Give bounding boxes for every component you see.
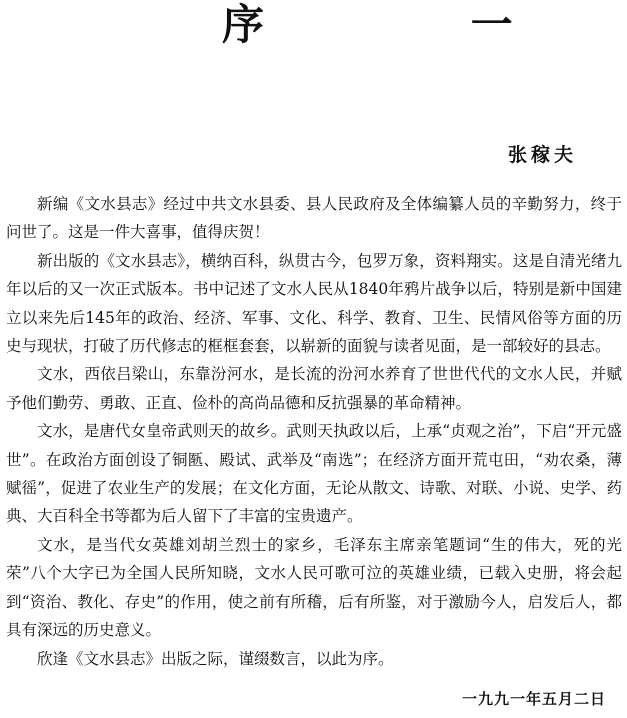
paragraph-5: 文水，是当代女英雄刘胡兰烈士的家乡，毛泽东主席亲笔题词“生的伟大，死的光荣”八个大字已为全国人民所知晓，文水人民可歌可泣的英雄业绩，已载入史册，将会起到“资治、教化、存史”的作用，使之前有所稽，后有所鉴，对于激励今人，启发后人，都具有深远的历史意义。 bbox=[6, 535, 622, 640]
signing-date: 一九九一年五月二日 bbox=[462, 690, 607, 708]
paragraph-2: 新出版的《文水县志》，横纳百科，纵贯古今，包罗万象，资料翔实。这是自清光绪九年以后的又一次正式版本。书中记述了文水人民从1840年鸦片战争以后，特别是新中国建立以来先后145年的政治、经济、军事、文化、科学、教育、卫生、民情风俗等方面的历史与现状，打破了历代修志的框框套套，以崭新的面貌与读者见面，是一部较好的县志。 bbox=[6, 251, 622, 356]
paragraph-3: 文水，西依吕梁山，东靠汾河水，是长流的汾河水养育了世世代代的文水人民，并赋予他们勤劳、勇敢、正直、俭朴的高尚品德和反抗强暴的革命精神。 bbox=[6, 365, 622, 412]
author-name: 张稼夫 bbox=[508, 144, 578, 166]
paragraph-4: 文水，是唐代女皇帝武则天的故乡。武则天执政以后，上承“贞观之治”，下启“开元盛世”。在政治方面创设了铜匦、殿试、武举及“南选”；在经济方面开荒屯田，“劝农桑，薄赋徭”，促进了农业生产的发展；在文化方面，无论从散文、诗歌、对联、小说、史学、药典、大百科全书等都为后人留下了丰富的宝贵遗产。 bbox=[6, 422, 622, 526]
paragraph-1: 新编《文水县志》经过中共文水县委、县人民政府及全体编纂人员的辛勤努力，终于问世了。这是一件大喜事，值得庆贺！ bbox=[6, 195, 622, 242]
page-title: 序 一 bbox=[222, 0, 609, 49]
preface-body bbox=[6, 190, 622, 673]
paragraph-6: 欣逢《文水县志》出版之际，谨缀数言，以此为序。 bbox=[37, 649, 394, 668]
